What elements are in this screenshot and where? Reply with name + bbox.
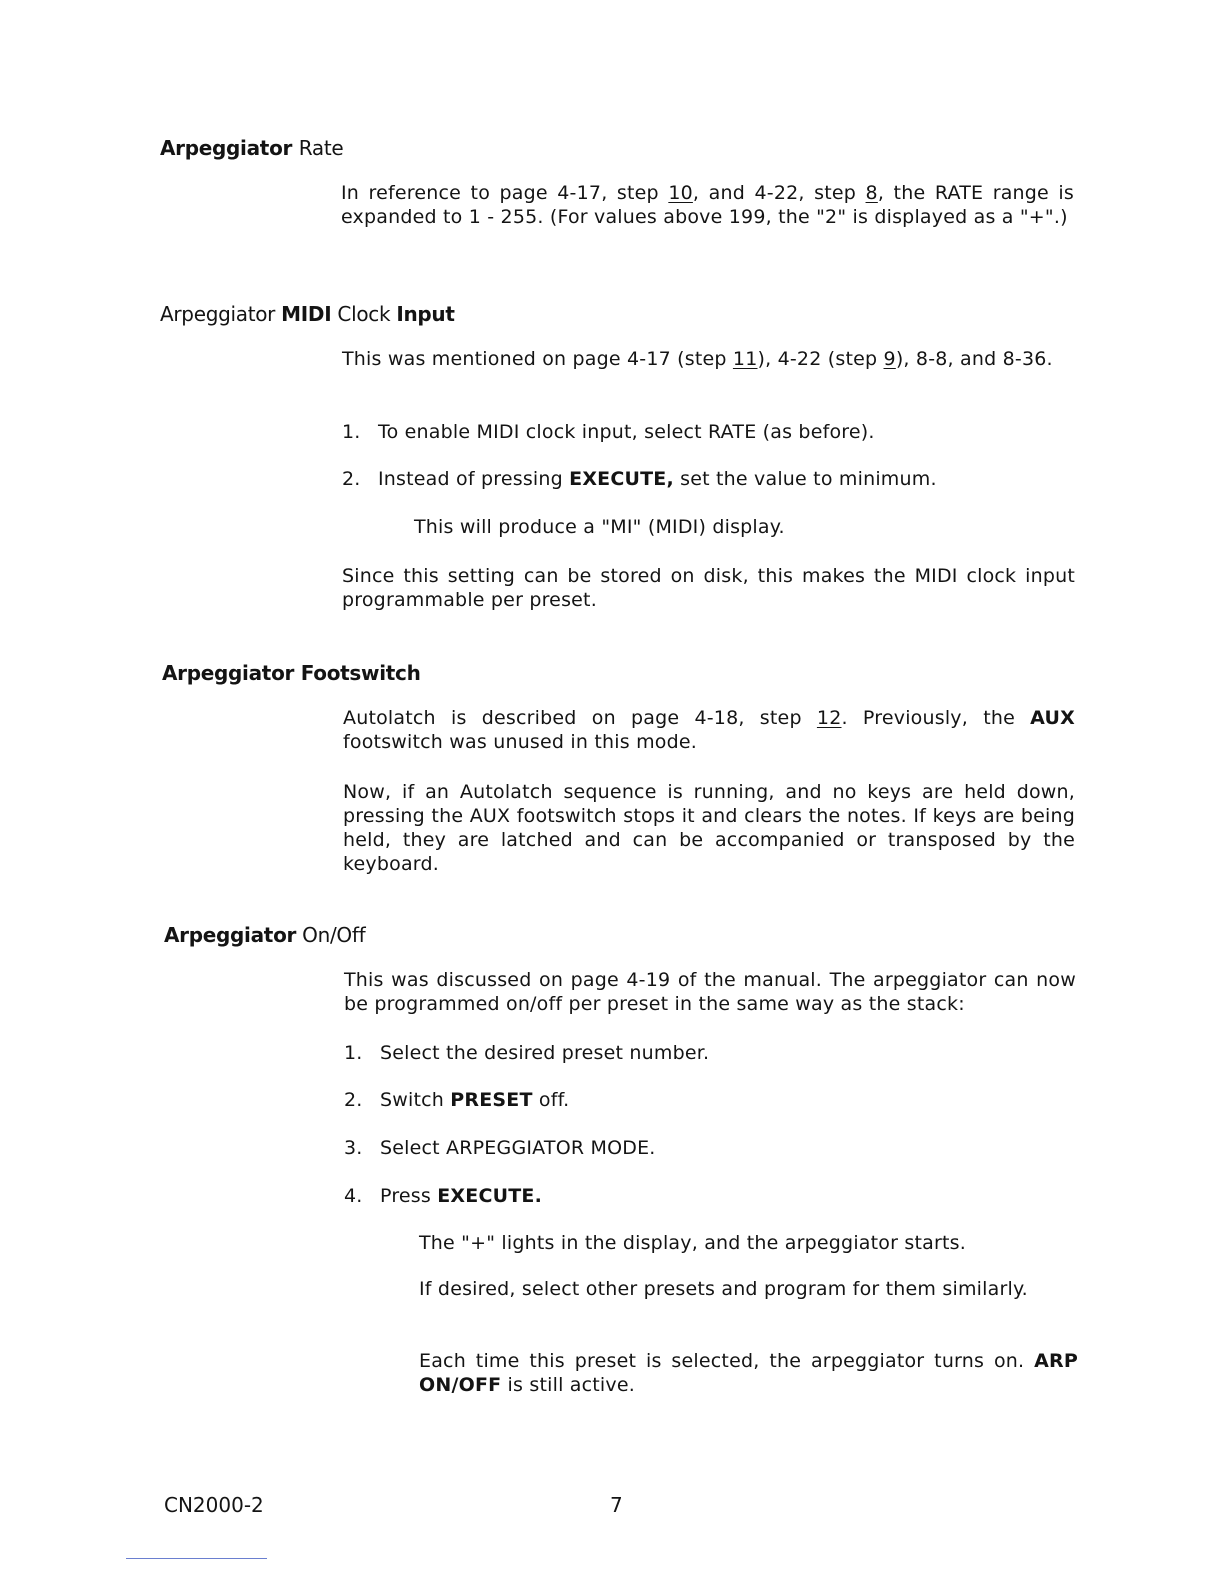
document-id: CN2000-2 bbox=[164, 1493, 264, 1517]
heading-arpeggiator-rate: Arpeggiator Rate bbox=[160, 136, 344, 160]
heading-arpeggiator-on-off: Arpeggiator On/Off bbox=[164, 923, 366, 947]
onoff-note-other-presets: If desired, select other presets and program for them similarly. bbox=[419, 1278, 1028, 1300]
onoff-step-2: 2. Switch PRESET off. bbox=[344, 1089, 570, 1111]
midi-step-1: 1. To enable MIDI clock input, select RATE (as before). bbox=[342, 421, 875, 443]
heading-arpeggiator-footswitch: Arpeggiator Footswitch bbox=[162, 661, 421, 685]
heading-arpeggiator-midi-clock-input: Arpeggiator MIDI Clock Input bbox=[160, 302, 455, 326]
midi-display-note: This will produce a "MI" (MIDI) display. bbox=[414, 516, 785, 538]
rate-paragraph: In reference to page 4-17, step 10, and 4-22, step 8, the RATE range is expanded to 1 - 255. (For values above 199, the "2" is displayed as a "+".) bbox=[341, 182, 1075, 228]
onoff-note-display: The "+" lights in the display, and the arpeggiator starts. bbox=[419, 1232, 966, 1254]
midi-clock-paragraph: This was mentioned on page 4-17 (step 11), 4-22 (step 9), 8-8, and 8-36. bbox=[342, 348, 1053, 370]
onoff-step-3: 3. Select ARPEGGIATOR MODE. bbox=[344, 1137, 656, 1159]
page-number: 7 bbox=[610, 1493, 623, 1517]
onoff-step-4: 4. Press EXECUTE. bbox=[344, 1185, 542, 1207]
midi-clock-storage-paragraph: Since this setting can be stored on disk, this makes the MIDI clock input programmable per preset. bbox=[342, 565, 1075, 611]
footer-divider bbox=[126, 1558, 267, 1559]
onoff-note-each-time: Each time this preset is selected, the arpeggiator turns on. ARP ON/OFF is still active. bbox=[419, 1350, 1078, 1396]
footswitch-paragraph-1: Autolatch is described on page 4-18, step 12. Previously, the AUX footswitch was unused in this mode. bbox=[343, 707, 1075, 753]
onoff-paragraph: This was discussed on page 4-19 of the manual. The arpeggiator can now be programmed on/off per preset in the same way as the stack: bbox=[344, 969, 1076, 1015]
footswitch-paragraph-2: Now, if an Autolatch sequence is running, and no keys are held down, pressing the AUX footswitch stops it and clears the notes. If keys are being held, they are latched and can be accompanied or transposed by the keyboard. bbox=[343, 781, 1075, 875]
onoff-step-1: 1. Select the desired preset number. bbox=[344, 1042, 710, 1064]
midi-step-2: 2. Instead of pressing EXECUTE, set the value to minimum. bbox=[342, 468, 937, 490]
